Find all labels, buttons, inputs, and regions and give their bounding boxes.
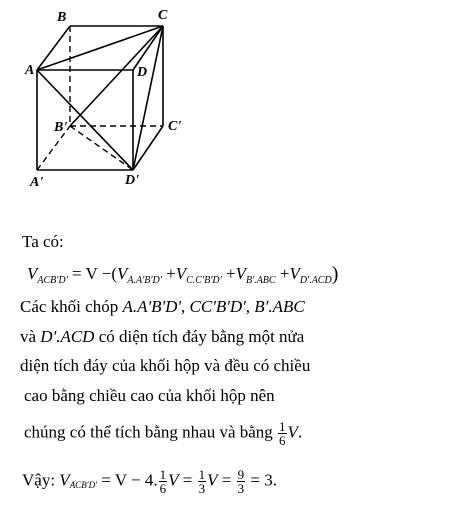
vertex-label-D1: D' [125,173,139,188]
formula-sub-main: ACB'D' [37,275,68,286]
conclusion-sub: ACB'D' [69,480,98,491]
conclusion-v2: V [207,470,218,490]
para2-prefix: và [20,327,41,346]
formula-plus3: + [275,264,290,283]
conclusion-v1: V [168,470,179,490]
formula-v-main: V [27,264,38,283]
para2-math1: D'.ACD [40,327,95,346]
conclusion-eq2: = [178,470,197,490]
paragraph-line-5 [24,420,302,447]
fraction-9-3 [237,468,246,495]
hidden-diag-B1-D1 [70,126,133,170]
vertex-label-C: C [158,8,168,23]
para1-math2: CC'B'D' [189,297,246,316]
conclusion-end: . [272,470,277,490]
vertex-label-A: A [25,63,35,78]
para1-comma1: , [181,297,190,316]
formula-v1: V [117,264,128,283]
f2-den: 3 [198,481,206,496]
formula-sub2: C.C'B'D' [186,275,222,286]
conclusion-v: V [59,470,70,490]
intro-text: Ta có: [22,232,64,251]
fraction-1-3 [198,468,207,495]
para5-prefix: chúng có thể tích bằng nhau và bằng [24,422,278,442]
diag-A-D1 [37,70,133,170]
paragraph-line-1 [20,297,305,317]
parallelepiped-figure [0,0,474,200]
f3-den: 3 [237,481,245,496]
para1-math1: A.A'B'D' [122,297,182,316]
vertex-label-D: D [137,65,148,80]
vertex-label-B: B [57,10,67,25]
conclusion-eq3: = [217,470,236,490]
cube-diagram [0,0,474,200]
para3-text: diện tích đáy của khối hộp và đều có chiều [20,356,311,375]
vertex-label-C1: C' [168,119,182,134]
paragraph-line-4 [24,386,275,406]
volume-formula [27,263,338,287]
vertex-label-A1: A' [30,175,44,190]
formula-close: ) [331,263,339,285]
formula-v3: V [235,264,246,283]
para5-var: V [287,422,298,442]
para1-comma2: , [245,297,255,316]
intro-line [22,232,64,252]
paragraph-line-3 [20,356,310,376]
diag-A-C [37,26,163,70]
para1-prefix: Các khối chóp [20,297,123,316]
diag-C-B1 [70,26,163,126]
formula-sub3: B'.ABC [245,275,276,286]
conclusion-eq1: = V − 4. [97,470,158,490]
conclusion-line [22,468,277,495]
para2-suffix: có diện tích đáy bằng một nửa [94,327,305,346]
formula-v2: V [175,264,187,283]
formula-v4: V [289,264,300,283]
formula-plus1: + [161,264,176,283]
f3-num: 9 [237,467,245,482]
conclusion-prefix: Vậy: [22,470,60,490]
formula-sub4: D'.ACD [299,275,332,286]
frac-num: 1 [279,419,286,434]
formula-eq: = V −( [67,264,118,283]
para1-math3: B'.ABC [254,297,305,316]
f2-num: 1 [198,467,206,482]
para5-end: . [297,422,303,442]
formula-plus2: + [221,264,236,283]
vertex-label-B1: B' [54,120,68,135]
conclusion-eq4: = 3 [246,470,273,490]
formula-sub1: A.A'B'D' [127,275,162,286]
frac-den: 6 [279,433,286,448]
fraction-1-6 [159,468,168,495]
para4-text: cao bằng chiều cao của khối hộp nên [24,386,275,405]
paragraph-line-2 [20,327,304,347]
f1-den: 6 [159,481,167,496]
fraction-one-sixth [278,420,287,447]
f1-num: 1 [159,467,167,482]
